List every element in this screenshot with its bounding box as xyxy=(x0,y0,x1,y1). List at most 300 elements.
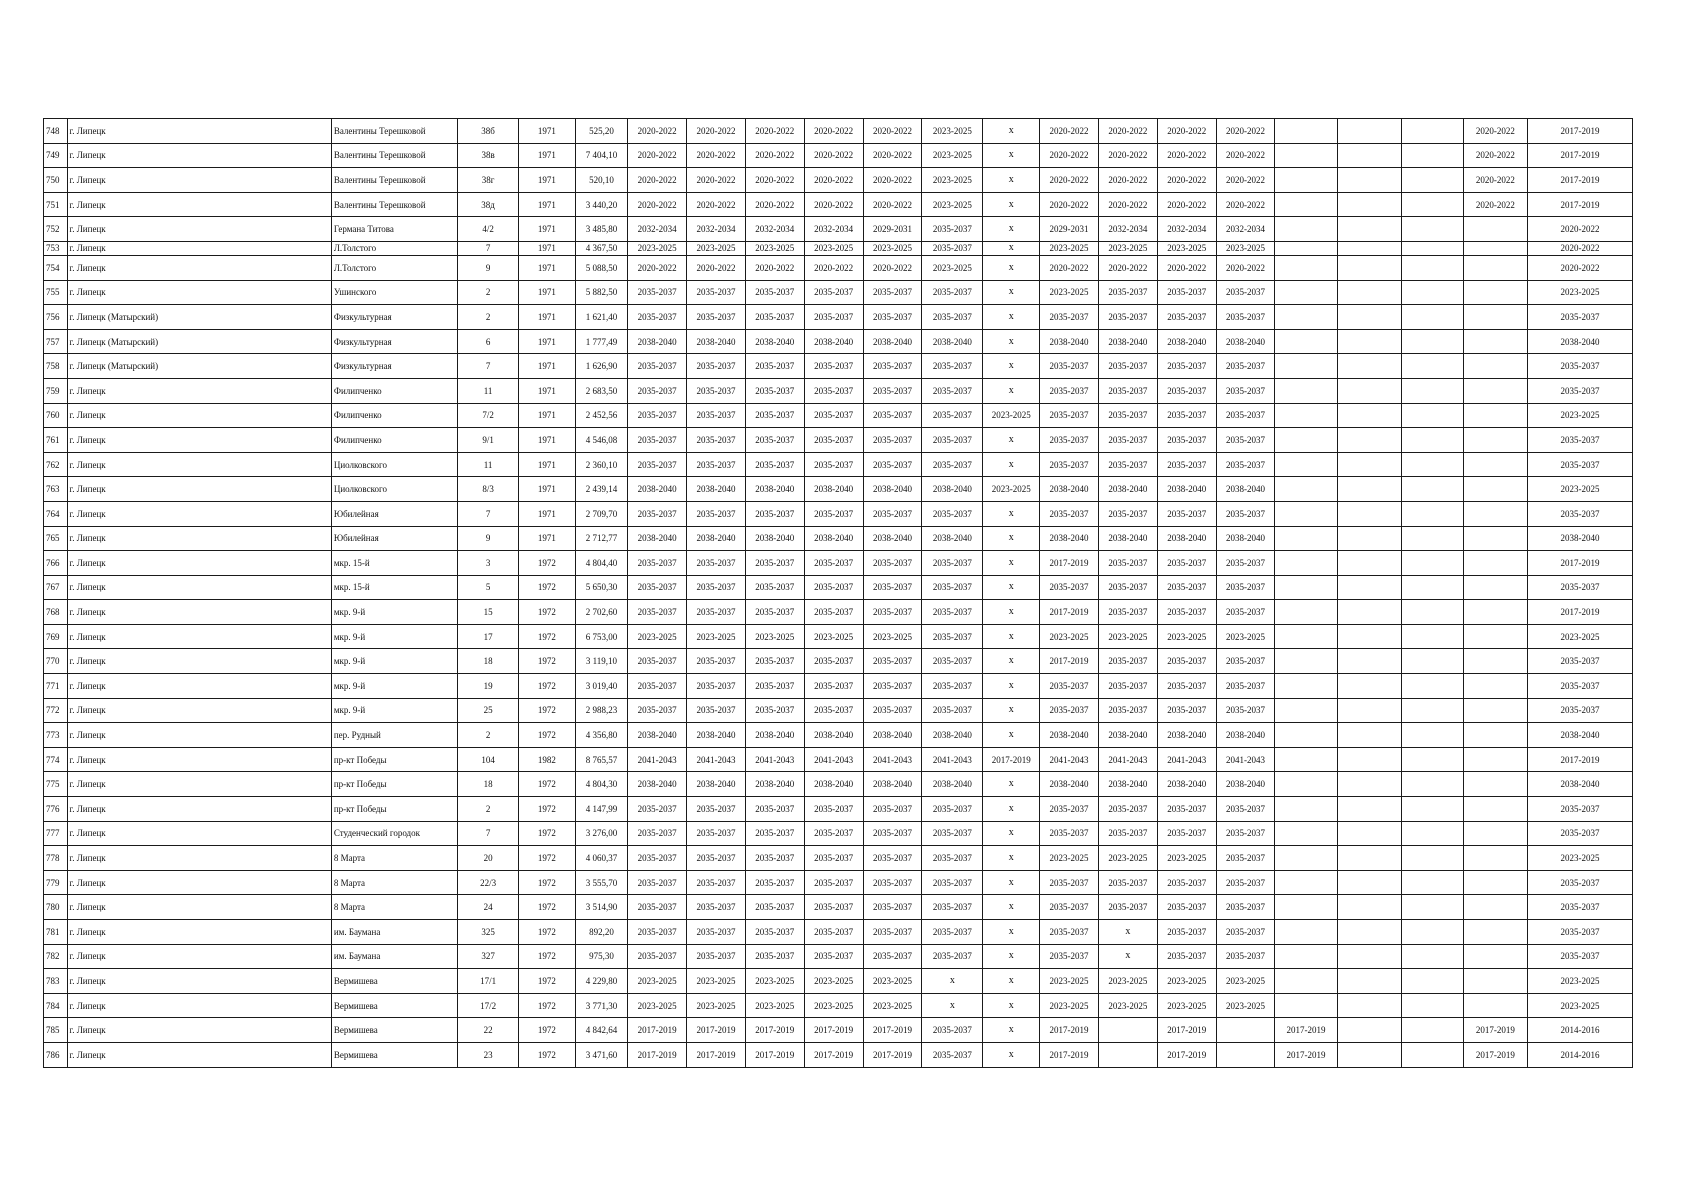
cell-period-5: 2035-2037 xyxy=(863,870,922,895)
cell-period-5: 2035-2037 xyxy=(863,649,922,674)
cell-period-13 xyxy=(1337,1018,1401,1043)
cell-period-7: x xyxy=(983,241,1040,255)
cell-house-number: 38в xyxy=(458,143,519,168)
cell-period-8: 2020-2022 xyxy=(1040,119,1099,144)
cell-street: 8 Марта xyxy=(331,895,457,920)
cell-period-2: 2020-2022 xyxy=(687,119,746,144)
cell-period-6: 2035-2037 xyxy=(922,452,983,477)
cell-period-6: 2023-2025 xyxy=(922,119,983,144)
cell-row-number: 754 xyxy=(44,255,68,280)
cell-period-3: 2035-2037 xyxy=(745,920,804,945)
cell-city: г. Липецк xyxy=(67,846,331,871)
cell-area: 2 988,23 xyxy=(575,698,627,723)
cell-period-8: 2035-2037 xyxy=(1040,944,1099,969)
cell-house-number: 9 xyxy=(458,255,519,280)
cell-area: 2 439,14 xyxy=(575,477,627,502)
cell-period-15 xyxy=(1463,280,1527,305)
cell-period-10: 2035-2037 xyxy=(1157,575,1216,600)
cell-period-16: 2023-2025 xyxy=(1527,477,1632,502)
cell-period-15 xyxy=(1463,674,1527,699)
cell-period-9: 2020-2022 xyxy=(1098,119,1157,144)
cell-period-3: 2035-2037 xyxy=(745,698,804,723)
cell-period-15 xyxy=(1463,600,1527,625)
cell-row-number: 778 xyxy=(44,846,68,871)
cell-period-4: 2035-2037 xyxy=(804,452,863,477)
cell-period-5: 2029-2031 xyxy=(863,217,922,242)
cell-period-12 xyxy=(1275,944,1337,969)
cell-period-3: 2038-2040 xyxy=(745,477,804,502)
cell-period-11: 2020-2022 xyxy=(1216,255,1275,280)
cell-city: г. Липецк xyxy=(67,1018,331,1043)
table-row xyxy=(44,747,1633,772)
cell-period-6: 2035-2037 xyxy=(922,920,983,945)
cell-period-1: 2035-2037 xyxy=(628,305,687,330)
cell-period-9: 2023-2025 xyxy=(1098,241,1157,255)
cell-period-6: 2035-2037 xyxy=(922,895,983,920)
cell-period-8: 2023-2025 xyxy=(1040,969,1099,994)
cell-period-11: 2038-2040 xyxy=(1216,723,1275,748)
cell-year-built: 1972 xyxy=(519,575,576,600)
cell-period-6: 2035-2037 xyxy=(922,280,983,305)
cell-period-12 xyxy=(1275,477,1337,502)
cell-period-12 xyxy=(1275,747,1337,772)
cell-period-7: x xyxy=(983,723,1040,748)
cell-year-built: 1972 xyxy=(519,969,576,994)
cell-period-14 xyxy=(1401,143,1463,168)
cell-house-number: 5 xyxy=(458,575,519,600)
cell-period-8: 2017-2019 xyxy=(1040,600,1099,625)
cell-period-6: 2035-2037 xyxy=(922,674,983,699)
cell-period-9: 2038-2040 xyxy=(1098,477,1157,502)
cell-period-11: 2035-2037 xyxy=(1216,501,1275,526)
cell-row-number: 756 xyxy=(44,305,68,330)
cell-period-16: 2023-2025 xyxy=(1527,403,1632,428)
cell-period-15 xyxy=(1463,846,1527,871)
cell-period-1: 2035-2037 xyxy=(628,846,687,871)
cell-street: мкр. 15-й xyxy=(331,575,457,600)
cell-period-16: 2038-2040 xyxy=(1527,723,1632,748)
cell-period-15 xyxy=(1463,241,1527,255)
cell-period-8: 2029-2031 xyxy=(1040,217,1099,242)
cell-period-7: x xyxy=(983,575,1040,600)
cell-period-5: 2017-2019 xyxy=(863,1042,922,1067)
table-row xyxy=(44,143,1633,168)
cell-period-15 xyxy=(1463,217,1527,242)
cell-row-number: 770 xyxy=(44,649,68,674)
table-row xyxy=(44,403,1633,428)
cell-period-16: 2035-2037 xyxy=(1527,944,1632,969)
cell-period-4: 2020-2022 xyxy=(804,119,863,144)
cell-street: Филипченко xyxy=(331,403,457,428)
cell-period-1: 2041-2043 xyxy=(628,747,687,772)
cell-year-built: 1972 xyxy=(519,895,576,920)
cell-period-2: 2035-2037 xyxy=(687,354,746,379)
cell-period-13 xyxy=(1337,895,1401,920)
cell-area: 4 546,08 xyxy=(575,428,627,453)
cell-period-6: 2035-2037 xyxy=(922,241,983,255)
cell-row-number: 753 xyxy=(44,241,68,255)
cell-city: г. Липецк xyxy=(67,477,331,502)
cell-period-16: 2035-2037 xyxy=(1527,428,1632,453)
cell-area: 8 765,57 xyxy=(575,747,627,772)
cell-period-11: 2020-2022 xyxy=(1216,119,1275,144)
cell-city: г. Липецк xyxy=(67,821,331,846)
cell-period-10: 2041-2043 xyxy=(1157,747,1216,772)
cell-period-5: 2035-2037 xyxy=(863,575,922,600)
cell-year-built: 1971 xyxy=(519,241,576,255)
cell-period-2: 2035-2037 xyxy=(687,698,746,723)
cell-period-10: 2035-2037 xyxy=(1157,403,1216,428)
cell-period-9: 2035-2037 xyxy=(1098,452,1157,477)
cell-period-4: 2032-2034 xyxy=(804,217,863,242)
cell-period-1: 2035-2037 xyxy=(628,944,687,969)
cell-house-number: 4/2 xyxy=(458,217,519,242)
cell-period-13 xyxy=(1337,354,1401,379)
cell-area: 3 514,90 xyxy=(575,895,627,920)
cell-period-9: 2041-2043 xyxy=(1098,747,1157,772)
cell-period-16: 2035-2037 xyxy=(1527,895,1632,920)
cell-house-number: 11 xyxy=(458,378,519,403)
cell-period-9: 2020-2022 xyxy=(1098,143,1157,168)
cell-year-built: 1972 xyxy=(519,649,576,674)
table-row xyxy=(44,723,1633,748)
cell-period-1: 2035-2037 xyxy=(628,797,687,822)
cell-period-1: 2038-2040 xyxy=(628,329,687,354)
cell-period-13 xyxy=(1337,698,1401,723)
cell-period-7: x xyxy=(983,624,1040,649)
cell-period-1: 2035-2037 xyxy=(628,354,687,379)
cell-period-1: 2038-2040 xyxy=(628,526,687,551)
cell-city: г. Липецк xyxy=(67,501,331,526)
cell-street: Циолковского xyxy=(331,452,457,477)
cell-period-8: 2035-2037 xyxy=(1040,895,1099,920)
cell-period-16: 2017-2019 xyxy=(1527,119,1632,144)
cell-period-9: 2023-2025 xyxy=(1098,993,1157,1018)
cell-period-5: 2017-2019 xyxy=(863,1018,922,1043)
cell-period-7: x xyxy=(983,895,1040,920)
table-row xyxy=(44,378,1633,403)
cell-period-7: 2023-2025 xyxy=(983,477,1040,502)
cell-period-9: 2035-2037 xyxy=(1098,895,1157,920)
cell-period-8: 2017-2019 xyxy=(1040,1042,1099,1067)
cell-period-9: 2020-2022 xyxy=(1098,192,1157,217)
cell-period-14 xyxy=(1401,403,1463,428)
cell-period-12 xyxy=(1275,895,1337,920)
cell-period-11: 2038-2040 xyxy=(1216,772,1275,797)
cell-period-9: x xyxy=(1098,920,1157,945)
cell-period-10: 2035-2037 xyxy=(1157,280,1216,305)
cell-row-number: 767 xyxy=(44,575,68,600)
cell-period-2: 2038-2040 xyxy=(687,526,746,551)
cell-city: г. Липецк xyxy=(67,797,331,822)
cell-street: мкр. 9-й xyxy=(331,698,457,723)
cell-row-number: 784 xyxy=(44,993,68,1018)
cell-period-6: 2023-2025 xyxy=(922,192,983,217)
cell-period-6: 2035-2037 xyxy=(922,600,983,625)
cell-period-2: 2038-2040 xyxy=(687,723,746,748)
cell-period-5: 2020-2022 xyxy=(863,255,922,280)
cell-period-16: 2014-2016 xyxy=(1527,1018,1632,1043)
cell-area: 3 471,60 xyxy=(575,1042,627,1067)
cell-period-12 xyxy=(1275,354,1337,379)
cell-period-3: 2041-2043 xyxy=(745,747,804,772)
cell-period-16: 2017-2019 xyxy=(1527,600,1632,625)
cell-period-4: 2035-2037 xyxy=(804,575,863,600)
cell-period-1: 2020-2022 xyxy=(628,192,687,217)
cell-period-1: 2035-2037 xyxy=(628,378,687,403)
cell-period-11: 2035-2037 xyxy=(1216,698,1275,723)
cell-period-11: 2035-2037 xyxy=(1216,280,1275,305)
cell-year-built: 1982 xyxy=(519,747,576,772)
cell-period-2: 2017-2019 xyxy=(687,1042,746,1067)
cell-period-8: 2035-2037 xyxy=(1040,378,1099,403)
cell-house-number: 11 xyxy=(458,452,519,477)
cell-period-13 xyxy=(1337,944,1401,969)
cell-house-number: 8/3 xyxy=(458,477,519,502)
cell-period-2: 2035-2037 xyxy=(687,428,746,453)
cell-period-2: 2035-2037 xyxy=(687,305,746,330)
cell-period-1: 2035-2037 xyxy=(628,870,687,895)
cell-period-10: 2023-2025 xyxy=(1157,624,1216,649)
cell-period-7: x xyxy=(983,846,1040,871)
cell-period-9: 2023-2025 xyxy=(1098,969,1157,994)
cell-period-10: 2035-2037 xyxy=(1157,551,1216,576)
cell-period-15 xyxy=(1463,329,1527,354)
cell-period-11: 2035-2037 xyxy=(1216,920,1275,945)
cell-year-built: 1971 xyxy=(519,329,576,354)
cell-house-number: 7 xyxy=(458,501,519,526)
cell-city: г. Липецк xyxy=(67,944,331,969)
cell-period-10: 2020-2022 xyxy=(1157,119,1216,144)
cell-row-number: 762 xyxy=(44,452,68,477)
cell-period-9: 2023-2025 xyxy=(1098,624,1157,649)
cell-period-6: 2035-2037 xyxy=(922,428,983,453)
cell-period-4: 2023-2025 xyxy=(804,624,863,649)
cell-house-number: 325 xyxy=(458,920,519,945)
cell-period-2: 2017-2019 xyxy=(687,1018,746,1043)
cell-period-5: 2023-2025 xyxy=(863,993,922,1018)
cell-period-16: 2023-2025 xyxy=(1527,846,1632,871)
cell-period-9: 2035-2037 xyxy=(1098,600,1157,625)
cell-period-14 xyxy=(1401,305,1463,330)
cell-period-15 xyxy=(1463,723,1527,748)
table-row xyxy=(44,305,1633,330)
cell-period-2: 2035-2037 xyxy=(687,551,746,576)
cell-period-1: 2035-2037 xyxy=(628,428,687,453)
cell-period-12 xyxy=(1275,772,1337,797)
cell-period-7: x xyxy=(983,772,1040,797)
table-row xyxy=(44,624,1633,649)
table-row xyxy=(44,329,1633,354)
cell-period-3: 2035-2037 xyxy=(745,354,804,379)
cell-area: 4 804,40 xyxy=(575,551,627,576)
cell-period-13 xyxy=(1337,920,1401,945)
cell-period-14 xyxy=(1401,895,1463,920)
cell-period-16: 2020-2022 xyxy=(1527,241,1632,255)
cell-street: пер. Рудный xyxy=(331,723,457,748)
cell-period-12 xyxy=(1275,305,1337,330)
cell-row-number: 769 xyxy=(44,624,68,649)
cell-period-8: 2035-2037 xyxy=(1040,428,1099,453)
cell-year-built: 1972 xyxy=(519,1042,576,1067)
cell-period-7: x xyxy=(983,698,1040,723)
cell-period-15 xyxy=(1463,624,1527,649)
cell-period-5: 2035-2037 xyxy=(863,501,922,526)
cell-period-12 xyxy=(1275,143,1337,168)
cell-period-15 xyxy=(1463,797,1527,822)
cell-area: 4 356,80 xyxy=(575,723,627,748)
cell-period-10: 2035-2037 xyxy=(1157,698,1216,723)
cell-house-number: 2 xyxy=(458,797,519,822)
cell-house-number: 6 xyxy=(458,329,519,354)
cell-area: 3 440,20 xyxy=(575,192,627,217)
cell-city: г. Липецк xyxy=(67,1042,331,1067)
cell-area: 6 753,00 xyxy=(575,624,627,649)
cell-year-built: 1972 xyxy=(519,600,576,625)
cell-street: мкр. 15-й xyxy=(331,551,457,576)
cell-period-11: 2035-2037 xyxy=(1216,870,1275,895)
cell-year-built: 1971 xyxy=(519,403,576,428)
cell-period-5: 2035-2037 xyxy=(863,674,922,699)
cell-period-10: 2023-2025 xyxy=(1157,993,1216,1018)
cell-street: пр-кт Победы xyxy=(331,797,457,822)
cell-period-7: x xyxy=(983,993,1040,1018)
cell-street: Л.Толстого xyxy=(331,241,457,255)
cell-period-3: 2017-2019 xyxy=(745,1018,804,1043)
cell-street: Л.Толстого xyxy=(331,255,457,280)
cell-period-14 xyxy=(1401,920,1463,945)
cell-street: Валентины Терешковой xyxy=(331,192,457,217)
cell-period-4: 2041-2043 xyxy=(804,747,863,772)
table-row xyxy=(44,870,1633,895)
cell-period-4: 2035-2037 xyxy=(804,600,863,625)
cell-period-9: 2035-2037 xyxy=(1098,551,1157,576)
cell-street: Филипченко xyxy=(331,378,457,403)
cell-city: г. Липецк xyxy=(67,674,331,699)
cell-period-8: 2035-2037 xyxy=(1040,870,1099,895)
cell-period-15 xyxy=(1463,649,1527,674)
cell-period-7: x xyxy=(983,280,1040,305)
cell-area: 3 119,10 xyxy=(575,649,627,674)
cell-period-2: 2035-2037 xyxy=(687,501,746,526)
cell-period-11: 2035-2037 xyxy=(1216,649,1275,674)
cell-period-13 xyxy=(1337,452,1401,477)
cell-year-built: 1971 xyxy=(519,168,576,193)
cell-period-12 xyxy=(1275,723,1337,748)
cell-period-9: 2032-2034 xyxy=(1098,217,1157,242)
cell-house-number: 2 xyxy=(458,280,519,305)
cell-period-16: 2023-2025 xyxy=(1527,624,1632,649)
table-row xyxy=(44,944,1633,969)
cell-period-1: 2020-2022 xyxy=(628,119,687,144)
cell-period-5: 2035-2037 xyxy=(863,797,922,822)
cell-period-12 xyxy=(1275,797,1337,822)
cell-period-2: 2035-2037 xyxy=(687,649,746,674)
cell-period-16: 2035-2037 xyxy=(1527,797,1632,822)
cell-period-7: x xyxy=(983,1018,1040,1043)
cell-house-number: 17 xyxy=(458,624,519,649)
cell-period-14 xyxy=(1401,846,1463,871)
cell-area: 2 360,10 xyxy=(575,452,627,477)
cell-period-14 xyxy=(1401,821,1463,846)
cell-street: Юбилейная xyxy=(331,526,457,551)
cell-period-15 xyxy=(1463,255,1527,280)
cell-period-11: 2035-2037 xyxy=(1216,428,1275,453)
cell-period-9: 2035-2037 xyxy=(1098,649,1157,674)
cell-period-4: 2017-2019 xyxy=(804,1018,863,1043)
cell-period-12 xyxy=(1275,575,1337,600)
cell-period-6: 2035-2037 xyxy=(922,624,983,649)
cell-period-14 xyxy=(1401,944,1463,969)
cell-year-built: 1971 xyxy=(519,501,576,526)
cell-period-11: 2035-2037 xyxy=(1216,403,1275,428)
cell-row-number: 785 xyxy=(44,1018,68,1043)
cell-period-9: 2035-2037 xyxy=(1098,428,1157,453)
cell-year-built: 1972 xyxy=(519,846,576,871)
cell-period-7: x xyxy=(983,168,1040,193)
cell-period-8: 2020-2022 xyxy=(1040,192,1099,217)
cell-period-3: 2035-2037 xyxy=(745,280,804,305)
cell-period-12 xyxy=(1275,969,1337,994)
cell-period-13 xyxy=(1337,600,1401,625)
cell-period-3: 2038-2040 xyxy=(745,329,804,354)
cell-period-6: 2035-2037 xyxy=(922,649,983,674)
cell-city: г. Липецк xyxy=(67,649,331,674)
cell-period-13 xyxy=(1337,403,1401,428)
cell-period-2: 2035-2037 xyxy=(687,674,746,699)
cell-period-9: 2035-2037 xyxy=(1098,305,1157,330)
cell-period-2: 2020-2022 xyxy=(687,192,746,217)
cell-period-10: 2035-2037 xyxy=(1157,674,1216,699)
cell-period-13 xyxy=(1337,329,1401,354)
cell-house-number: 15 xyxy=(458,600,519,625)
table-row xyxy=(44,772,1633,797)
cell-period-7: 2017-2019 xyxy=(983,747,1040,772)
cell-period-5: 2035-2037 xyxy=(863,600,922,625)
cell-period-4: 2035-2037 xyxy=(804,501,863,526)
cell-period-4: 2035-2037 xyxy=(804,870,863,895)
cell-period-13 xyxy=(1337,846,1401,871)
cell-period-11: 2035-2037 xyxy=(1216,575,1275,600)
cell-row-number: 775 xyxy=(44,772,68,797)
cell-street: мкр. 9-й xyxy=(331,624,457,649)
cell-row-number: 774 xyxy=(44,747,68,772)
cell-row-number: 768 xyxy=(44,600,68,625)
cell-period-3: 2020-2022 xyxy=(745,192,804,217)
cell-period-10: 2023-2025 xyxy=(1157,969,1216,994)
cell-period-15: 2020-2022 xyxy=(1463,143,1527,168)
cell-city: г. Липецк xyxy=(67,378,331,403)
cell-period-8: 2035-2037 xyxy=(1040,698,1099,723)
cell-city: г. Липецк xyxy=(67,600,331,625)
cell-period-14 xyxy=(1401,241,1463,255)
cell-period-6: 2038-2040 xyxy=(922,772,983,797)
cell-period-13 xyxy=(1337,747,1401,772)
cell-period-7: x xyxy=(983,1042,1040,1067)
cell-period-5: 2035-2037 xyxy=(863,821,922,846)
cell-area: 5 650,30 xyxy=(575,575,627,600)
cell-row-number: 773 xyxy=(44,723,68,748)
cell-period-1: 2023-2025 xyxy=(628,993,687,1018)
cell-period-11: 2035-2037 xyxy=(1216,674,1275,699)
cell-period-15 xyxy=(1463,452,1527,477)
cell-house-number: 9/1 xyxy=(458,428,519,453)
cell-period-13 xyxy=(1337,870,1401,895)
cell-period-14 xyxy=(1401,993,1463,1018)
cell-period-6: 2035-2037 xyxy=(922,821,983,846)
cell-period-8: 2017-2019 xyxy=(1040,551,1099,576)
cell-period-2: 2035-2037 xyxy=(687,403,746,428)
